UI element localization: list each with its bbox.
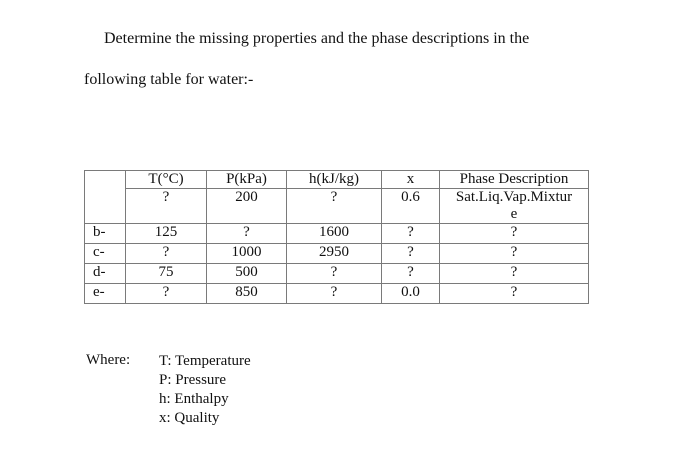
table-row (85, 264, 589, 284)
table-row (85, 244, 589, 264)
header-temperature: T(°C) (126, 171, 207, 189)
cell-quality: 0.0 (382, 284, 440, 304)
cell-temperature: ? (126, 284, 207, 304)
cell-phase: ? (440, 284, 589, 304)
cell-enthalpy: 1600 (287, 224, 382, 244)
header-enthalpy: h(kJ/kg) (287, 171, 382, 189)
cell-phase: ? (440, 224, 589, 244)
cell-temperature: 75 (126, 264, 207, 284)
cell-enthalpy: ? (287, 264, 382, 284)
instruction-line-1: Determine the missing properties and the phase descriptions in the (104, 30, 530, 47)
table-header-row (85, 171, 589, 189)
cell-a-temperature: ? (126, 189, 207, 224)
cell-a-enthalpy: ? (287, 189, 382, 224)
cell-a-phase: Sat.Liq.Vap.Mixtur e (440, 189, 589, 224)
cell-a-quality: 0.6 (382, 189, 440, 224)
table-row-a (85, 189, 589, 224)
header-phase-description: Phase Description (440, 171, 589, 189)
legend-label: Where: (86, 352, 131, 368)
cell-pressure: 850 (207, 284, 287, 304)
legend-item-temperature: T: Temperature (159, 353, 251, 369)
row-label: d- (85, 264, 126, 284)
cell-quality: ? (382, 224, 440, 244)
legend-list (159, 352, 251, 428)
cell-quality: ? (382, 264, 440, 284)
row-label: e- (85, 284, 126, 304)
cell-temperature: 125 (126, 224, 207, 244)
cell-phase: ? (440, 244, 589, 264)
header-corner (85, 171, 126, 224)
cell-enthalpy: 2950 (287, 244, 382, 264)
table-row (85, 224, 589, 244)
row-label: b- (85, 224, 126, 244)
cell-pressure: 1000 (207, 244, 287, 264)
legend-item-enthalpy: h: Enthalpy (159, 391, 229, 407)
instruction-line-2: following table for water:- (84, 71, 254, 88)
header-pressure: P(kPa) (207, 171, 287, 189)
cell-pressure: ? (207, 224, 287, 244)
legend-item-pressure: P: Pressure (159, 372, 227, 388)
cell-enthalpy: ? (287, 284, 382, 304)
properties-table (84, 170, 589, 304)
cell-a-pressure: 200 (207, 189, 287, 224)
header-quality: x (382, 171, 440, 189)
row-label: c- (85, 244, 126, 264)
table-row (85, 284, 589, 304)
legend-item-quality: x: Quality (159, 410, 220, 426)
cell-pressure: 500 (207, 264, 287, 284)
cell-quality: ? (382, 244, 440, 264)
cell-temperature: ? (126, 244, 207, 264)
cell-phase: ? (440, 264, 589, 284)
